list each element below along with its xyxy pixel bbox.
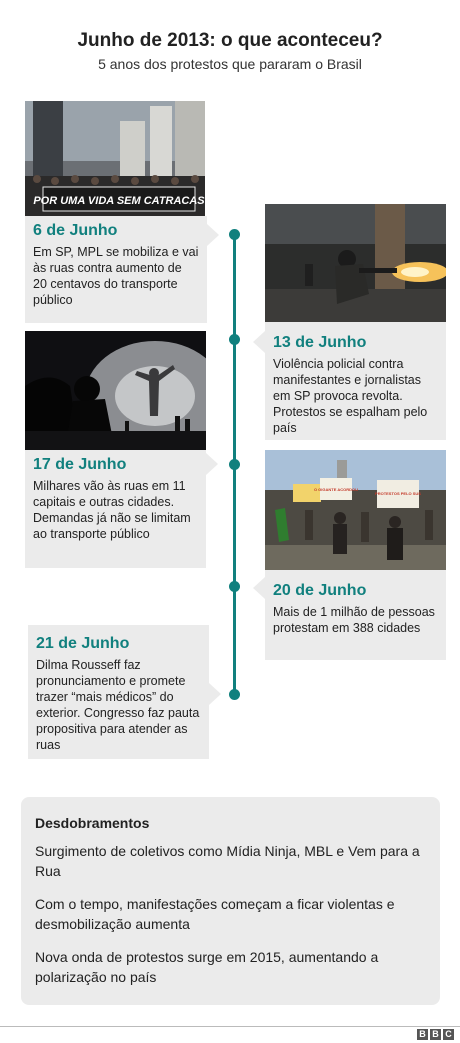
event-card-13-junho	[265, 322, 446, 440]
summary-item: Com o tempo, manifestações começam a ficar violentas e desmobilização aumenta	[35, 896, 395, 932]
card-pointer	[207, 224, 219, 246]
summary-item: Nova onda de protestos surge em 2015, aumentando a polarização no país	[35, 949, 379, 985]
event-card-21-junho	[28, 625, 209, 759]
event-date: 17 de Junho	[33, 456, 127, 473]
event-date: 20 de Junho	[273, 582, 367, 599]
card-pointer	[253, 577, 265, 599]
bbc-logo-letter: B	[430, 1029, 441, 1040]
event-date: 21 de Junho	[36, 635, 130, 652]
event-text: Milhares vão às ruas em 11 capitais e outras cidades. Demandas já não se limitam ao transporte público	[33, 479, 191, 541]
page-subtitle: 5 anos dos protestos que pararam o Brasil	[98, 56, 362, 72]
bbc-logo-letter: C	[443, 1029, 454, 1040]
timeline-dot	[229, 581, 240, 592]
event-text: Mais de 1 milhão de pessoas protestam em 388 cidades	[273, 605, 435, 635]
event-card-6-junho	[25, 216, 207, 323]
event-text: Dilma Rousseff faz pronunciamento e promete trazer “mais médicos” do exterior. Congresso faz pauta propositiva para atender as ruas	[36, 658, 200, 752]
bbc-logo	[417, 1029, 454, 1040]
event-card-20-junho	[265, 570, 446, 660]
card-pointer	[253, 331, 265, 353]
protest-sign-text: O GIGANTE ACORDOU	[313, 487, 359, 492]
bbc-logo-letter: B	[417, 1029, 428, 1040]
timeline-dot	[229, 689, 240, 700]
footer-divider	[0, 1026, 460, 1027]
page-title: Junho de 2013: o que aconteceu?	[77, 30, 383, 51]
event-date: 13 de Junho	[273, 334, 367, 351]
timeline-dot	[229, 229, 240, 240]
photo-17-junho	[25, 331, 206, 450]
photo-6-junho	[25, 101, 205, 216]
timeline-dot	[229, 334, 240, 345]
photo-13-junho	[265, 204, 446, 322]
event-date: 6 de Junho	[33, 222, 118, 239]
card-pointer	[206, 453, 218, 475]
summary-heading: Desdobramentos	[35, 815, 150, 831]
photo-20-junho	[265, 450, 446, 570]
card-pointer	[209, 683, 221, 705]
timeline-dot	[229, 459, 240, 470]
banner-text: POR UMA VIDA SEM CATRACAS	[33, 195, 205, 207]
summary-box	[21, 797, 440, 1005]
event-card-17-junho	[25, 450, 206, 568]
event-text: Em SP, MPL se mobiliza e vai às ruas contra aumento de 20 centavos do transporte público	[33, 245, 199, 307]
protest-sign-text: PROTESTOS PELO SUS	[375, 491, 421, 496]
event-text: Violência policial contra manifestantes e jornalistas em SP provoca revolta. Protestos se espalham pelo país	[273, 357, 428, 435]
summary-item: Surgimento de coletivos como Mídia Ninja, MBL e Vem para a Rua	[35, 843, 420, 879]
